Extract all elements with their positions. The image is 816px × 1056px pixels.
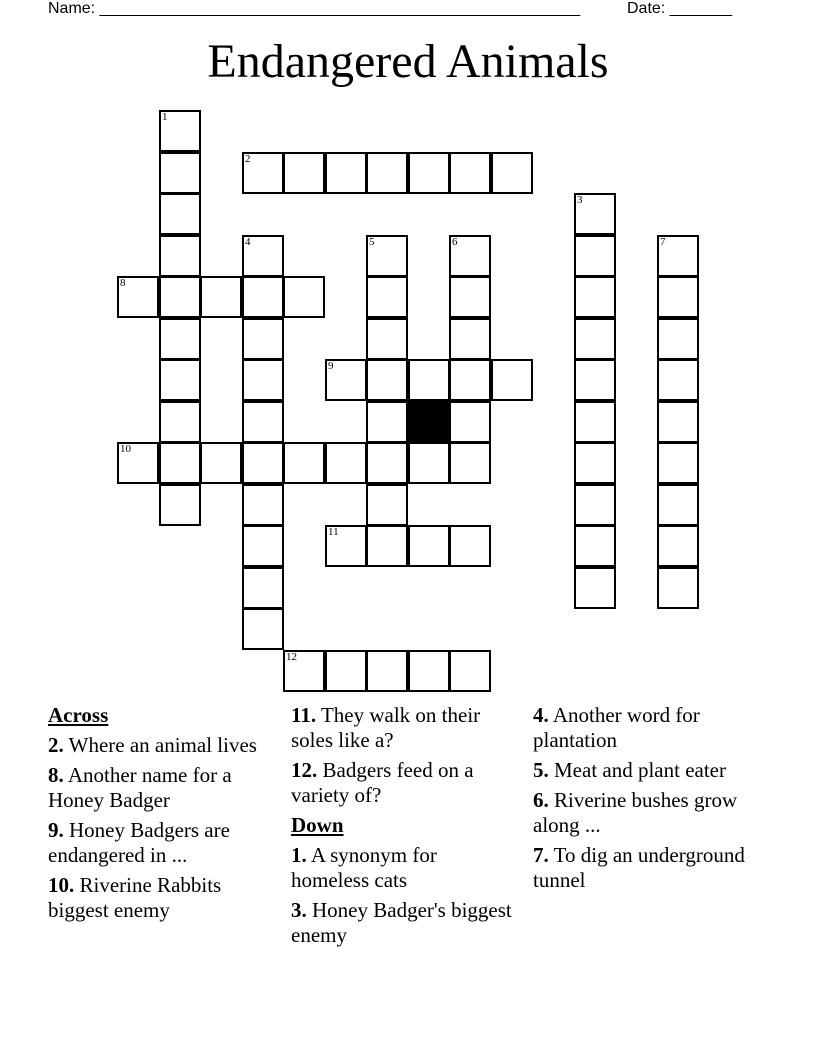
crossword-cell[interactable] bbox=[283, 442, 325, 484]
clue-text: Honey Badger's biggest enemy bbox=[291, 898, 512, 947]
clue-number: 9 bbox=[328, 360, 334, 372]
clue-number: 1 bbox=[162, 111, 168, 123]
clue-item bbox=[48, 763, 273, 813]
crossword-cell[interactable] bbox=[200, 276, 242, 318]
crossword-cell[interactable] bbox=[159, 484, 201, 526]
clue-number-label: 5. bbox=[533, 758, 549, 782]
crossword-cell[interactable] bbox=[449, 650, 491, 692]
crossword-cell[interactable] bbox=[242, 567, 284, 609]
crossword-cell[interactable] bbox=[657, 235, 699, 277]
clue-text: To dig an underground tunnel bbox=[533, 843, 745, 892]
name-field[interactable]: Name: ______________________________________________________ bbox=[48, 0, 581, 17]
crossword-cell[interactable] bbox=[366, 650, 408, 692]
crossword-cell[interactable] bbox=[159, 110, 201, 152]
clue-number: 12 bbox=[286, 651, 297, 663]
clue-number-label: 4. bbox=[533, 703, 549, 727]
crossword-cell[interactable] bbox=[242, 525, 284, 567]
crossword-cell[interactable] bbox=[408, 650, 450, 692]
crossword-cell[interactable] bbox=[366, 401, 408, 443]
clue-number: 10 bbox=[120, 443, 131, 455]
clue-number-label: 2. bbox=[48, 733, 64, 757]
crossword-cell[interactable] bbox=[366, 484, 408, 526]
clue-number: 2 bbox=[245, 153, 251, 165]
clue-text: Riverine Rabbits biggest enemy bbox=[48, 873, 222, 922]
crossword-cell[interactable] bbox=[117, 276, 159, 318]
crossword-cell[interactable] bbox=[657, 484, 699, 526]
crossword-cell[interactable] bbox=[366, 152, 408, 194]
clue-item bbox=[48, 818, 273, 868]
crossword-cell[interactable] bbox=[325, 650, 367, 692]
crossword-cell[interactable] bbox=[242, 608, 284, 650]
clue-number-label: 6. bbox=[533, 788, 549, 812]
crossword-cell[interactable] bbox=[325, 525, 367, 567]
crossword-cell[interactable] bbox=[242, 442, 284, 484]
clue-number: 7 bbox=[660, 236, 666, 248]
clue-item bbox=[533, 843, 758, 893]
crossword-cell[interactable] bbox=[574, 525, 616, 567]
clue-number-label: 12. bbox=[291, 758, 318, 782]
clue-number-label: 7. bbox=[533, 843, 549, 867]
crossword-cell[interactable] bbox=[449, 152, 491, 194]
clue-column bbox=[48, 703, 273, 928]
clue-number: 3 bbox=[577, 194, 583, 206]
clue-number-label: 9. bbox=[48, 818, 64, 842]
clue-number-label: 8. bbox=[48, 763, 64, 787]
clue-item bbox=[291, 843, 516, 893]
crossword-cell[interactable] bbox=[657, 525, 699, 567]
crossword-cell[interactable] bbox=[574, 359, 616, 401]
crossword-cell[interactable] bbox=[325, 442, 367, 484]
crossword-cell[interactable] bbox=[366, 442, 408, 484]
clue-item bbox=[48, 873, 273, 923]
crossword-cell[interactable] bbox=[366, 235, 408, 277]
crossword-cell[interactable] bbox=[657, 442, 699, 484]
date-field[interactable]: Date: _______ bbox=[627, 0, 732, 17]
clue-item bbox=[48, 733, 273, 758]
clue-item bbox=[533, 703, 758, 753]
crossword-cell[interactable] bbox=[325, 152, 367, 194]
crossword-cell[interactable] bbox=[242, 318, 284, 360]
crossword-cell[interactable] bbox=[366, 359, 408, 401]
clue-number-label: 10. bbox=[48, 873, 75, 897]
section-heading: Across bbox=[48, 703, 109, 727]
crossword-cell[interactable] bbox=[242, 235, 284, 277]
crossword-cell[interactable] bbox=[242, 152, 284, 194]
crossword-cell[interactable] bbox=[491, 152, 533, 194]
clue-text: Honey Badgers are endangered in ... bbox=[48, 818, 230, 867]
crossword-cell[interactable] bbox=[242, 401, 284, 443]
clue-number: 4 bbox=[245, 236, 251, 248]
crossword-cell[interactable] bbox=[159, 401, 201, 443]
crossword-cell[interactable] bbox=[574, 276, 616, 318]
clue-number: 8 bbox=[120, 277, 126, 289]
clue-item bbox=[533, 758, 758, 783]
crossword-cell[interactable] bbox=[449, 401, 491, 443]
clue-text: Another word for plantation bbox=[533, 703, 700, 752]
crossword-cell[interactable] bbox=[366, 318, 408, 360]
crossword-cell[interactable] bbox=[159, 276, 201, 318]
section-heading: Down bbox=[291, 813, 344, 837]
crossword-cell[interactable] bbox=[408, 442, 450, 484]
crossword-cell[interactable] bbox=[574, 235, 616, 277]
crossword-cell[interactable] bbox=[159, 318, 201, 360]
clue-column bbox=[291, 703, 516, 953]
clue-item bbox=[291, 898, 516, 948]
clue-number-label: 11. bbox=[291, 703, 317, 727]
clue-text: Riverine bushes grow along ... bbox=[533, 788, 738, 837]
clue-item bbox=[291, 703, 516, 753]
crossword-cell[interactable] bbox=[574, 193, 616, 235]
crossword-cell[interactable] bbox=[574, 567, 616, 609]
crossword-cell[interactable] bbox=[159, 152, 201, 194]
crossword-cell[interactable] bbox=[242, 359, 284, 401]
clue-number: 6 bbox=[452, 236, 458, 248]
crossword-cell[interactable] bbox=[366, 525, 408, 567]
crossword-cell[interactable] bbox=[408, 359, 450, 401]
crossword-cell[interactable] bbox=[657, 359, 699, 401]
crossword-cell[interactable] bbox=[117, 442, 159, 484]
clue-text: Where an animal lives bbox=[63, 733, 257, 757]
crossword-cell[interactable] bbox=[159, 235, 201, 277]
clue-item bbox=[291, 758, 516, 808]
crossword-cell[interactable] bbox=[242, 276, 284, 318]
crossword-cell[interactable] bbox=[574, 401, 616, 443]
clue-text: Another name for a Honey Badger bbox=[48, 763, 232, 812]
crossword-cell[interactable] bbox=[408, 152, 450, 194]
clue-item bbox=[533, 788, 758, 838]
crossword-cell[interactable] bbox=[159, 359, 201, 401]
clue-text: They walk on their soles like a? bbox=[291, 703, 481, 752]
crossword-cell[interactable] bbox=[657, 276, 699, 318]
crossword-cell[interactable] bbox=[574, 318, 616, 360]
crossword-cell[interactable] bbox=[491, 359, 533, 401]
crossword-black-cell bbox=[408, 401, 450, 443]
crossword-cell[interactable] bbox=[283, 152, 325, 194]
crossword-cell[interactable] bbox=[283, 276, 325, 318]
crossword-cell[interactable] bbox=[159, 442, 201, 484]
clue-column bbox=[533, 703, 758, 898]
crossword-cell[interactable] bbox=[449, 235, 491, 277]
crossword-cell[interactable] bbox=[325, 359, 367, 401]
crossword-cell[interactable] bbox=[657, 401, 699, 443]
clue-text: Meat and plant eater bbox=[548, 758, 726, 782]
clue-text: Badgers feed on a variety of? bbox=[291, 758, 474, 807]
crossword-cell[interactable] bbox=[159, 193, 201, 235]
crossword-cell[interactable] bbox=[408, 525, 450, 567]
clue-number: 11 bbox=[328, 526, 339, 538]
crossword-cell[interactable] bbox=[574, 442, 616, 484]
clue-number-label: 3. bbox=[291, 898, 307, 922]
crossword-cell[interactable] bbox=[283, 650, 325, 692]
crossword-cell[interactable] bbox=[242, 484, 284, 526]
crossword-cell[interactable] bbox=[366, 276, 408, 318]
crossword-cell[interactable] bbox=[449, 276, 491, 318]
page-title: Endangered Animals bbox=[207, 35, 609, 88]
clue-number: 5 bbox=[369, 236, 375, 248]
crossword-cell[interactable] bbox=[200, 442, 242, 484]
crossword-cell[interactable] bbox=[449, 442, 491, 484]
crossword-cell[interactable] bbox=[449, 359, 491, 401]
crossword-cell[interactable] bbox=[574, 484, 616, 526]
crossword-cell[interactable] bbox=[657, 567, 699, 609]
clue-number-label: 1. bbox=[291, 843, 307, 867]
crossword-cell[interactable] bbox=[657, 318, 699, 360]
clue-text: A synonym for homeless cats bbox=[291, 843, 437, 892]
crossword-cell[interactable] bbox=[449, 318, 491, 360]
crossword-cell[interactable] bbox=[449, 525, 491, 567]
